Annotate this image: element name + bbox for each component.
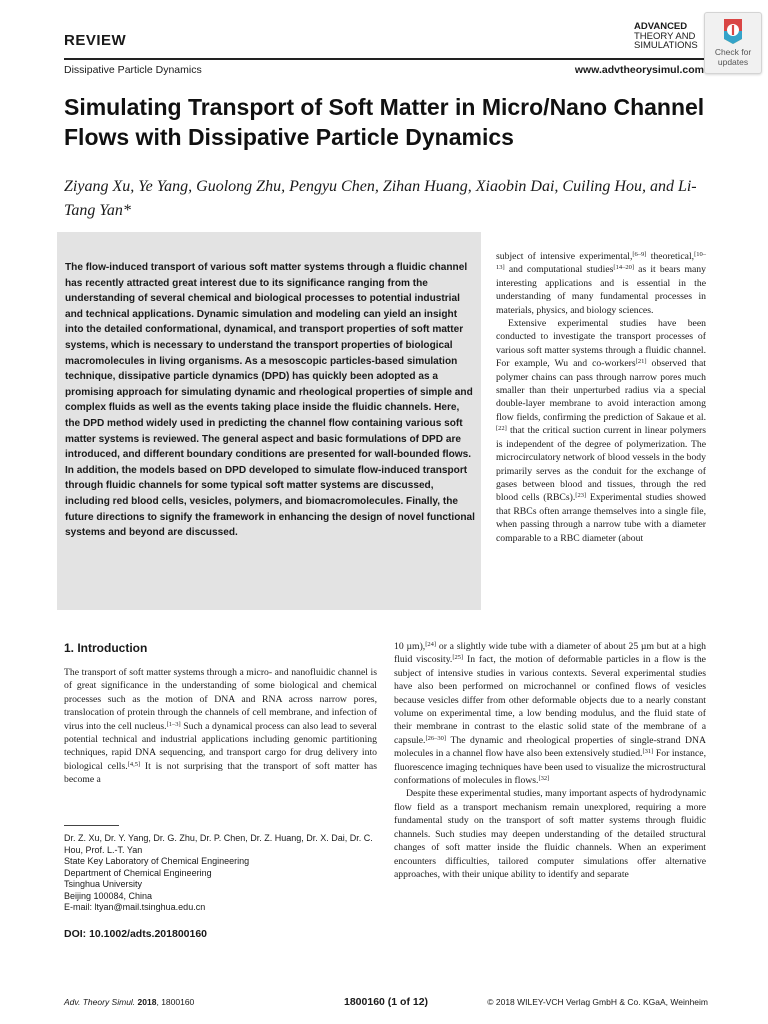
citation[interactable]: [31] xyxy=(642,748,654,756)
citation[interactable]: [4,5] xyxy=(127,760,141,768)
paragraph: The transport of soft matter systems through a micro- and nanofluidic channel is of great significance in the understanding of some biological and chemical processes such as the motion of DNA and RNA across narrow pores, translocation of protein through the channels of cell membrane, and infection of virus into the cell nucleus.[1–3] Such a dynamical process can also lead to several potential technical and industrial applications including genomic partitioning techniques, rapid DNA sequencing, and transport cargo for drug delivery into biological cells.[4,5] It is not surprising that the transport of soft matter has become a xyxy=(64,667,377,786)
affiliation-block xyxy=(64,833,377,914)
section-heading: 1. Introduction xyxy=(64,641,148,655)
journal-logo-line-1: ADVANCED xyxy=(634,22,688,32)
affiliation-names: Dr. Z. Xu, Dr. Y. Yang, Dr. G. Zhu, Dr. P. Chen, Dr. Z. Huang, Dr. X. Dai, Dr. C. Hou, Prof. L.-T. Yan xyxy=(64,833,373,855)
running-topic: Dissipative Particle Dynamics xyxy=(64,64,202,76)
author-list: Ziyang Xu, Ye Yang, Guolong Zhu, Pengyu Chen, Zihan Huang, Xiaobin Dai, Cuiling Hou, and Li-Tang Yan* xyxy=(64,178,697,219)
citation[interactable]: [26–30] xyxy=(425,734,447,742)
abstract-text: The flow-induced transport of various soft matter systems through a fluidic channel has recently attracted great interest due to its significance ranging from the understanding of several chemical and biological processes to potential industrial and technical applications. Dynamic simulation and modeling can yield an insight into the detailed conformational, dynamical, and transport properties of soft matter systems, which is necessary to understand the transport properties of biological macromolecules in living organisms. As a mesoscopic particles-based simulation technique, dissipative particle dynamics (DPD) has quickly been adopted as a promising approach for simulating dynamic and rheological properties of simple and complex fluids as well as the events taking place inside the fluidic channels. Here, the DPD method widely used in predicting the channel flow containing various soft matter systems is reviewed. The general aspect and basic formulations of DPD are introduced, and different boundary conditions are presented for wall-bounded flows. In addition, the models based on DPD developed to simulate flow-induced transport through fluidic channels for some typical soft matter systems are discussed, including red blood cells, vesicles, polymers, and biomacromolecules. Finally, the future directions to signify the framework in enhancing the design of novel functional systems and beyond are discussed. xyxy=(65,262,475,539)
page-number: 1800160 (1 of 12) xyxy=(344,996,429,1008)
right-column-lower xyxy=(394,640,706,881)
citation[interactable]: [21] xyxy=(635,358,647,366)
citation[interactable]: [24] xyxy=(425,641,437,648)
journal-logo-line-3: SIMULATIONS xyxy=(634,40,698,51)
copyright: © 2018 WILEY-VCH Verlag GmbH & Co. KGaA, Weinheim xyxy=(487,997,708,1007)
doi-link[interactable]: DOI: 10.1002/adts.201800160 xyxy=(64,928,208,940)
abstract-box xyxy=(57,232,481,610)
affiliation-university: Tsinghua University xyxy=(64,879,143,889)
affiliation-city: Beijing 100084, China xyxy=(64,890,153,901)
affiliation-dept: Department of Chemical Engineering xyxy=(64,867,212,878)
paragraph: subject of intensive experimental,[6–9] theoretical,[10–13] and computational studies[14–20] as it bears many interesting applications and is essential in the understanding of many fundamental processes in materials, physics, and biology sciences. xyxy=(496,251,706,316)
citation[interactable]: [25] xyxy=(452,654,464,662)
citation[interactable]: [32] xyxy=(538,775,550,783)
citation[interactable]: [10–13] xyxy=(496,251,706,272)
footer-citation: Adv. Theory Simul. 2018, 1800160 xyxy=(64,997,195,1007)
affiliation-email[interactable]: E-mail: ltyan@mail.tsinghua.edu.cn xyxy=(64,902,206,912)
paper-title: Simulating Transport of Soft Matter in Micro/Nano Channel Flows with Dissipative Particle Dynamics xyxy=(64,94,705,150)
journal-logo-line-2: THEORY AND xyxy=(634,30,696,42)
citation[interactable]: [6–9] xyxy=(632,251,647,258)
badge-text: Check for updates xyxy=(714,47,752,67)
paragraph: 10 µm),[24] or a slightly wide tube with a diameter of about 25 µm but at a high fluid viscosity.[25] In fact, the motion of deformable particles in a flow is the subject of intensive studies in various contexts. Several experimental studies have also been performed on microchannel or confined flows of vesicles because vesicles differ from other deformable objects due to a nearly constant volume on experimental time, a low bending modulus, and the fluid state of their membrane in contrast to the elastic solid state of the membrane of a capsule.[26–30] The dynamic and rheological properties of single-strand DNA molecules in a channel flow have also been extensively studied.[31] For instance, fluorescence imaging techniques have been used to visualize the microstructural conformations of molecules in flows.[32] xyxy=(394,641,707,787)
citation[interactable]: [14–20] xyxy=(613,264,635,272)
section-label: REVIEW xyxy=(64,32,127,49)
footnote-rule xyxy=(64,825,119,826)
citation[interactable]: [1–3] xyxy=(166,720,181,728)
header-rule xyxy=(64,58,704,60)
affiliation-lab: State Key Laboratory of Chemical Engineering xyxy=(64,856,250,866)
paragraph: Despite these experimental studies, many important aspects of hydrodynamic flow field as a transport mechanism remain unexplored, requiring a more fundamental study on the transport of soft matter systems through fluidic channels. Such studies may deepen understanding of the detailed structural changes of soft matter inside the fluidic channels. When an experiment encounters difficulties, tailored computer simulations offer alternative approaches, with their unique ability to identify and separate xyxy=(394,788,706,880)
crossmark-icon xyxy=(722,17,744,45)
citation[interactable]: [23] xyxy=(575,492,587,500)
right-column-upper xyxy=(496,250,706,545)
citation[interactable]: [22] xyxy=(496,425,507,433)
left-column xyxy=(64,666,377,787)
paragraph: Extensive experimental studies have been conducted to investigate the transport processes of various soft matter systems through a fluidic channel. For example, Wu and co-workers[21] observed that polymer chains can pass through narrow pores much smaller than their unperturbed radius via a special double-layer membrane to avoid interaction among flow fields, confirming the prediction of Sakaue et al.[22] that the critical suction current in linear polymers is independent of the degree of polymerization. The microcirculatory network of blood vessels in the body primarily serves as the conduit for the exchange of gases between blood and tissues, through the red blood cells (RBCs).[23] Experimental studies showed that RBCs often arrange themselves into a single file, when passing through a narrow tube with a diameter comparable to a RBC diameter (about xyxy=(496,318,707,544)
journal-logo xyxy=(634,22,706,51)
journal-url[interactable]: www.advtheorysimul.com xyxy=(574,64,704,76)
check-for-updates-badge[interactable] xyxy=(704,12,762,74)
